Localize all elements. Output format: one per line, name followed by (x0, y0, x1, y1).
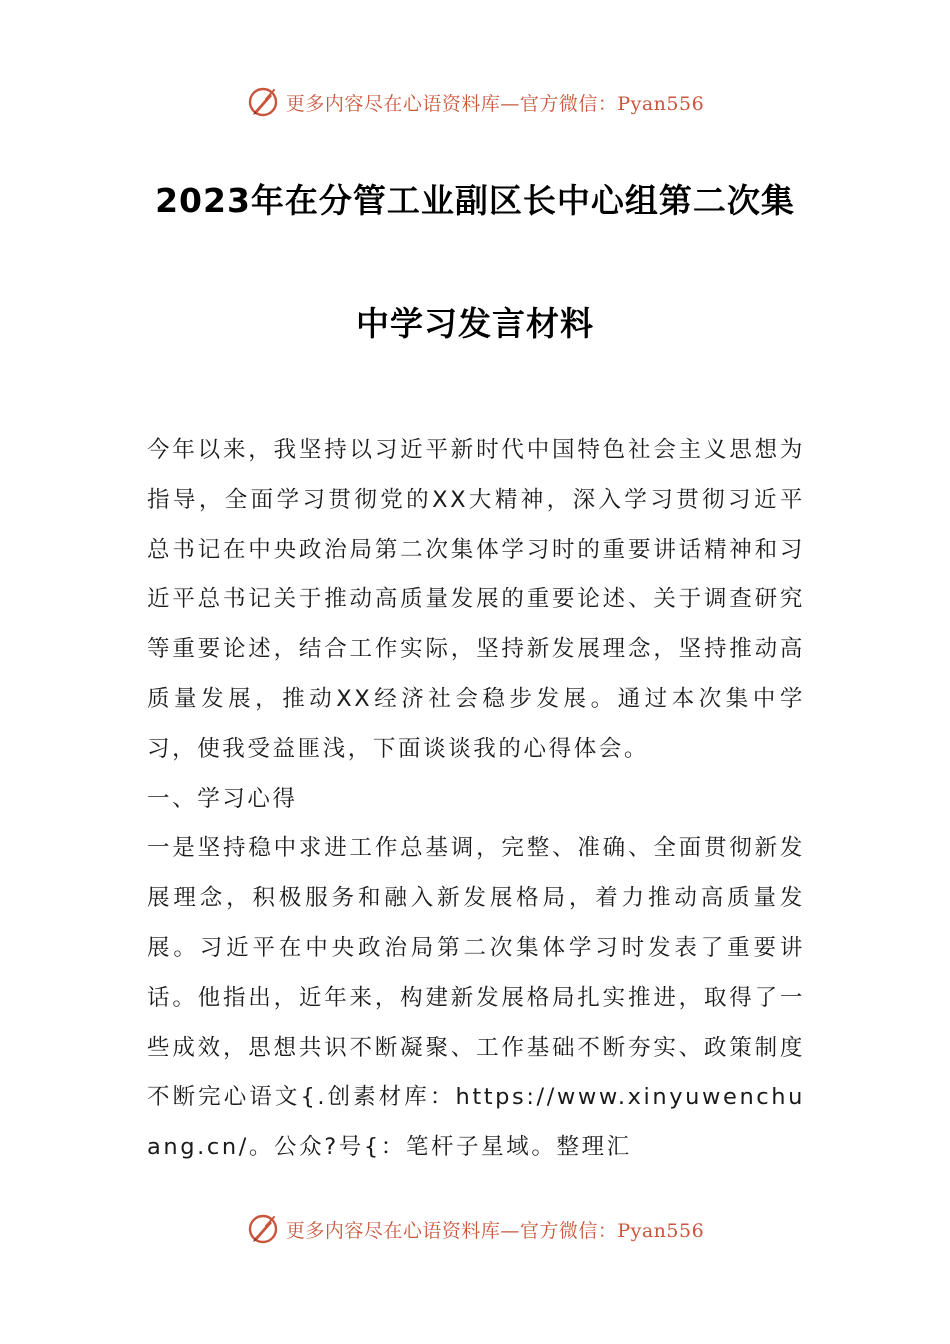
watermark-text: 更多内容尽在心语资料库—官方微信：Pyan556 (285, 92, 705, 115)
section-heading: 一、学习心得 (147, 785, 298, 812)
pen-quill-icon (246, 1212, 280, 1246)
watermark-text: 更多内容尽在心语资料库—官方微信：Pyan556 (285, 1219, 705, 1242)
document-body (147, 426, 805, 1173)
watermark-content (246, 1212, 704, 1246)
watermark-banner-top (0, 80, 950, 124)
pen-quill-icon (246, 85, 280, 119)
watermark-banner-bottom (0, 1207, 950, 1251)
intro-paragraph: 今年以来，我坚持以习近平新时代中国特色社会主义思想为指导，全面学习贯彻党的XX大精神，深入学习贯彻习近平总书记在中央政治局第二次集体学习时的重要讲话精神和习近平总书记关于推动高质量发展的重要论述、关于调查研究等重要论述，结合工作实际，坚持新发展理念，坚持推动高质量发展，推动XX经济社会稳步发展。通过本次集中学习，使我受益匪浅，下面谈谈我的心得体会。 (147, 437, 805, 762)
section-paragraph: 一是坚持稳中求进工作总基调，完整、准确、全面贯彻新发展理念，积极服务和融入新发展格局，着力推动高质量发展。习近平在中央政治局第二次集体学习时发表了重要讲话。他指出，近年来，构建新发展格局扎实推进，取得了一些成效，思想共识不断凝聚、工作基础不断夯实、政策制度不断完心语文{.创素材库：https://www.xinyuwenchuang.cn/。公众?号{：笔杆子星域。整理汇 (147, 835, 805, 1161)
document-title-line-1: 2023年在分管工业副区长中心组第二次集 (155, 181, 795, 220)
watermark-content (246, 85, 704, 119)
document-title-line-2: 中学习发言材料 (356, 304, 594, 343)
